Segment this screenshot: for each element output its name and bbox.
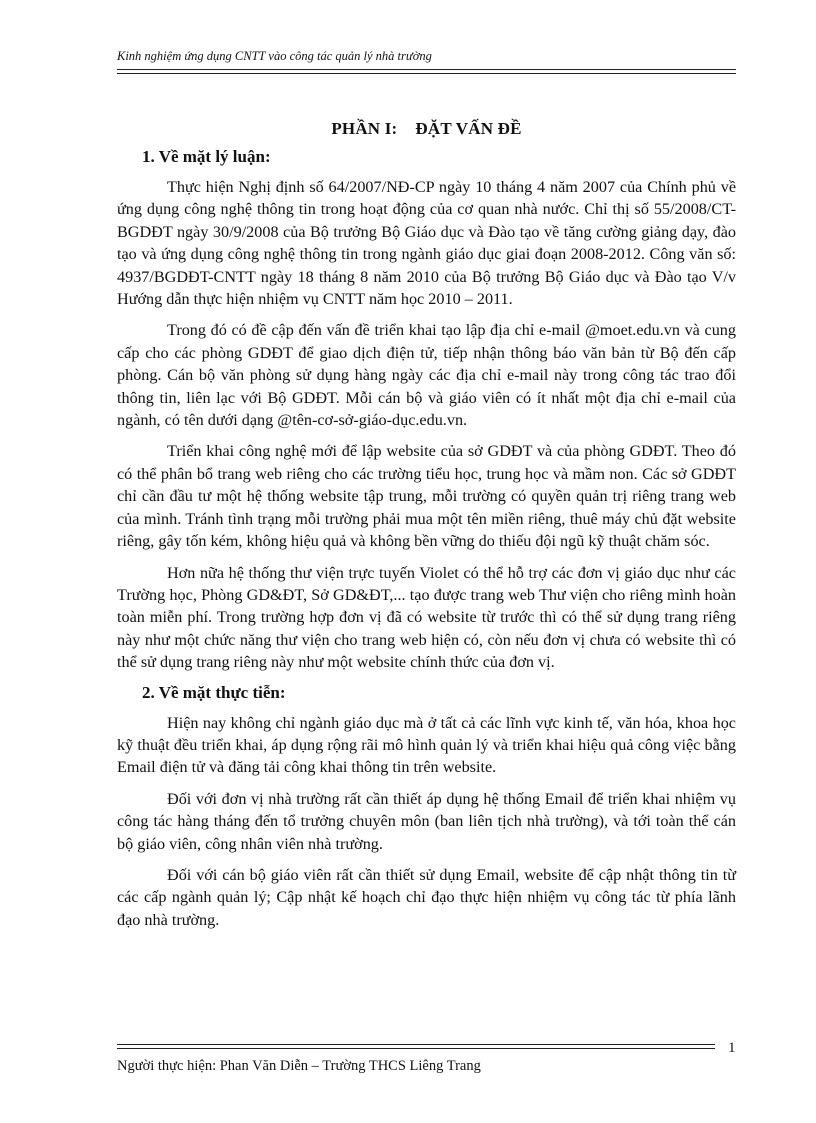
paragraph: Hơn nữa hệ thống thư viện trực tuyến Violet có thể hỗ trợ các đơn vị giáo dục như các Trường học, Phòng GD&ĐT, Sở GD&ĐT,... tạo được trang web Thư viện cho riêng mình hoàn toàn miễn phí. Trong trường hợp đơn vị đã có website từ trước thì có thể sử dụng trang riêng này như một chức năng thư viện cho trang web hiện có, còn nếu đơn vị chưa có website thì có thể sử dụng trang riêng này như một website chính thức của đơn vị. — [117, 563, 736, 672]
part-label: PHẦN I: — [331, 119, 398, 138]
page-number: 1 — [728, 1040, 736, 1056]
section-heading-practice: 2. Về mặt thực tiễn: — [142, 682, 286, 702]
footer-author: Người thực hiện: Phan Văn Diễn – Trường THCS Liêng Trang — [117, 1058, 481, 1074]
paragraph: Thực hiện Nghị định số 64/2007/NĐ-CP ngày 10 tháng 4 năm 2007 của Chính phủ về ứng dụng công nghệ thông tin trong hoạt động của cơ quan nhà nước. Chỉ thị số 55/2008/CT-BGDĐT ngày 30/9/2008 của Bộ trưởng Bộ Giáo dục và Đào tạo về tăng cường giảng dạy, đào tạo và ứng dụng công nghệ thông tin trong ngành giáo dục giai đoạn 2008-2012. Công văn số: 4937/BGDĐT-CNTT ngày 18 tháng 8 năm 2010 của Bộ trưởng Bộ Giáo dục và Đào tạo V/v Hướng dẫn thực hiện nhiệm vụ CNTT năm học 2010 – 2011. — [117, 178, 736, 309]
paragraph: Triển khai công nghệ mới để lập website của sở GDĐT và của phòng GDĐT. Theo đó có thể phân bổ trang web riêng cho các trường tiểu học, trung học và mầm non. Các sở GDĐT chỉ cần đầu tư một hệ thống website tập trung, mỗi trường có quyền quản trị riêng trang web của mình. Tránh tình trạng mỗi trường phải mua một tên miền riêng, thuê máy chủ đặt website riêng, gây tốn kém, không hiệu quả và không bền vững do thiếu đội ngũ kỹ thuật chăm sóc. — [117, 442, 736, 551]
part-heading: ĐẶT VẤN ĐỀ — [415, 119, 522, 138]
paragraph: Hiện nay không chỉ ngành giáo dục mà ở tất cả các lĩnh vực kinh tế, văn hóa, khoa học kỹ thuật đều triển khai, áp dụng rộng rãi mô hình quản lý và triển khai hiệu quả công việc bằng Email điện tử và đăng tải công khai thông tin trên website. — [117, 713, 736, 777]
page-body — [117, 119, 736, 940]
part-title — [117, 119, 736, 139]
footer-divider — [117, 1044, 715, 1049]
header-divider — [117, 69, 736, 74]
paragraph: Trong đó có đề cập đến vấn đề triển khai tạo lập địa chỉ e-mail @moet.edu.vn và cung cấp cho các phòng GDĐT để giao dịch điện tử, tiếp nhận thông báo văn bản từ Bộ đến cấp phòng. Cán bộ văn phòng sử dụng hàng ngày các địa chỉ e-mail này trong công tác trao đổi thông tin, liên lạc với Bộ GDĐT. Mỗi cán bộ và giáo viên có ít nhất một địa chỉ e-mail của ngành, có tên dưới dạng @tên-cơ-sở-giáo-dục.edu.vn. — [117, 321, 736, 430]
section-heading-theory: 1. Về mặt lý luận: — [142, 147, 271, 166]
paragraph: Đối với cán bộ giáo viên rất cần thiết sử dụng Email, website để cập nhật thông tin từ các cấp ngành quản lý; Cập nhật kế hoạch chỉ đạo thực hiện nhiệm vụ công tác từ phía lãnh đạo nhà trường. — [117, 865, 736, 929]
paragraph: Đối với đơn vị nhà trường rất cần thiết áp dụng hệ thống Email để triển khai nhiệm vụ công tác hàng tháng đến tổ trưởng chuyên môn (ban liên tịch nhà trường), và tới toàn thể cán bộ giáo viên, công nhân viên nhà trường. — [117, 789, 736, 853]
running-header: Kinh nghiệm ứng dụng CNTT vào công tác quản lý nhà trường — [117, 49, 432, 63]
